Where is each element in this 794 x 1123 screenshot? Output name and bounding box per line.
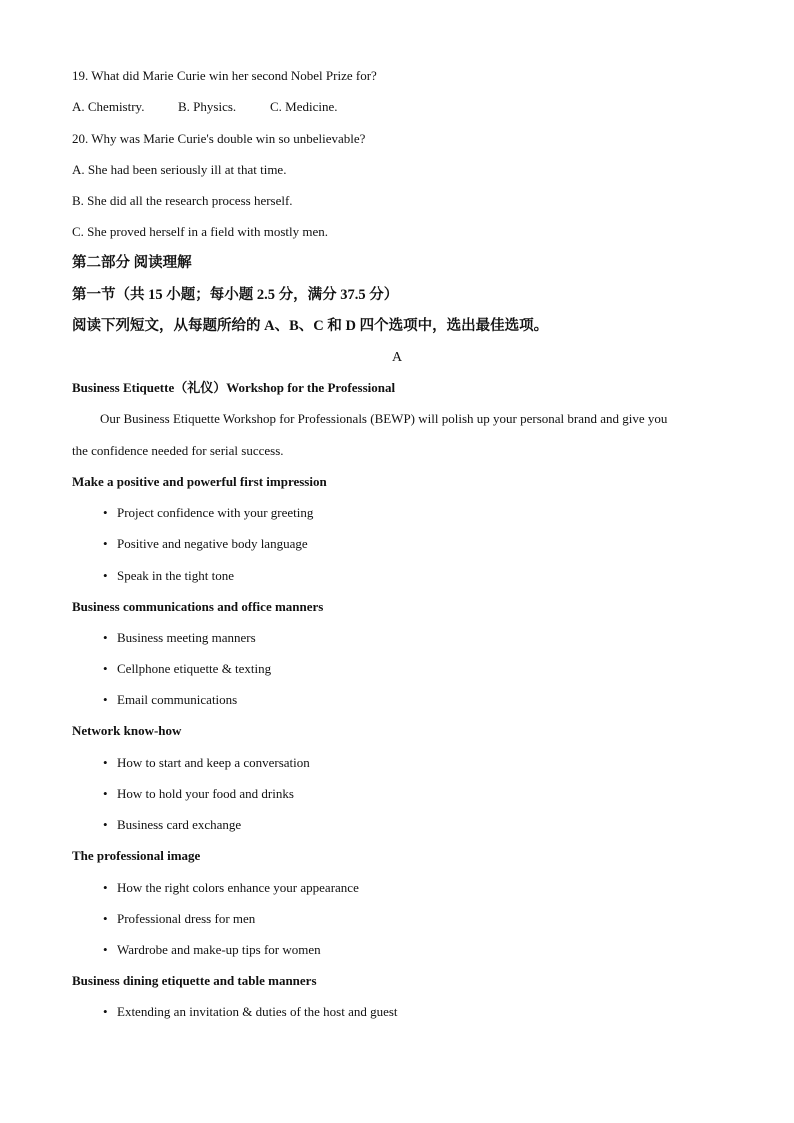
bullet-icon: • [103, 692, 108, 707]
part-heading: 第二部分 阅读理解 [72, 255, 192, 271]
bullet-icon: • [103, 911, 108, 926]
bullet-icon: • [103, 1004, 108, 1019]
q19-option-c: C. Medicine. [270, 99, 338, 114]
section-heading-network: Network know-how [72, 723, 182, 738]
list-item: • Project confidence with your greeting [103, 505, 314, 520]
subsection-heading: 第一节（共 15 小题；每小题 2.5 分，满分 37.5 分） [72, 287, 399, 303]
bullet-icon: • [103, 568, 108, 583]
list-item: • Email communications [103, 692, 238, 707]
question-19-options [72, 99, 338, 115]
q20-option-c: C. She proved herself in a field with mostly men. [72, 224, 328, 239]
list-item: • How to start and keep a conversation [103, 755, 310, 770]
section-heading-professional-image: The professional image [72, 848, 201, 863]
passage-intro-line-1: Our Business Etiquette Workshop for Professionals (BEWP) will polish up your personal brand and give you [100, 411, 668, 426]
bullet-icon: • [103, 817, 108, 832]
question-20-stem: 20. Why was Marie Curie's double win so unbelievable? [72, 131, 366, 146]
bullet-icon: • [103, 505, 108, 520]
section-heading-dining: Business dining etiquette and table manners [72, 973, 317, 988]
list-item: • Business card exchange [103, 817, 242, 832]
list-item: • Business meeting manners [103, 630, 256, 645]
list-item: • How the right colors enhance your appearance [103, 880, 359, 895]
bullet-icon: • [103, 880, 108, 895]
list-item: • How to hold your food and drinks [103, 786, 294, 801]
q19-option-b: B. Physics. [178, 99, 237, 114]
bullet-icon: • [103, 942, 108, 957]
passage-letter: A [391, 350, 403, 365]
q20-option-a: A. She had been seriously ill at that time. [72, 162, 287, 177]
bullet-icon: • [103, 536, 108, 551]
list-item: • Wardrobe and make-up tips for women [103, 942, 321, 957]
q20-option-b: B. She did all the research process herself. [72, 193, 293, 208]
bullet-icon: • [103, 630, 108, 645]
list-item: • Cellphone etiquette & texting [103, 661, 272, 676]
list-item: • Extending an invitation & duties of the host and guest [103, 1004, 398, 1019]
section-heading-communications: Business communications and office manners [72, 599, 324, 614]
section-heading-first-impression: Make a positive and powerful first impression [72, 474, 327, 489]
q19-option-a: A. Chemistry. [72, 99, 145, 114]
list-item: • Speak in the tight tone [103, 568, 234, 583]
question-19-stem: 19. What did Marie Curie win her second Nobel Prize for? [72, 68, 377, 83]
bullet-icon: • [103, 786, 108, 801]
list-item: • Professional dress for men [103, 911, 256, 926]
bullet-icon: • [103, 661, 108, 676]
passage-title: Business Etiquette（礼仪）Workshop for the Professional [72, 380, 396, 395]
list-item: • Positive and negative body language [103, 536, 308, 551]
passage-intro-line-2: the confidence needed for serial success. [72, 443, 284, 458]
bullet-icon: • [103, 755, 108, 770]
instruction-text: 阅读下列短文，从每题所给的 A、B、C 和 D 四个选项中，选出最佳选项。 [72, 318, 549, 334]
